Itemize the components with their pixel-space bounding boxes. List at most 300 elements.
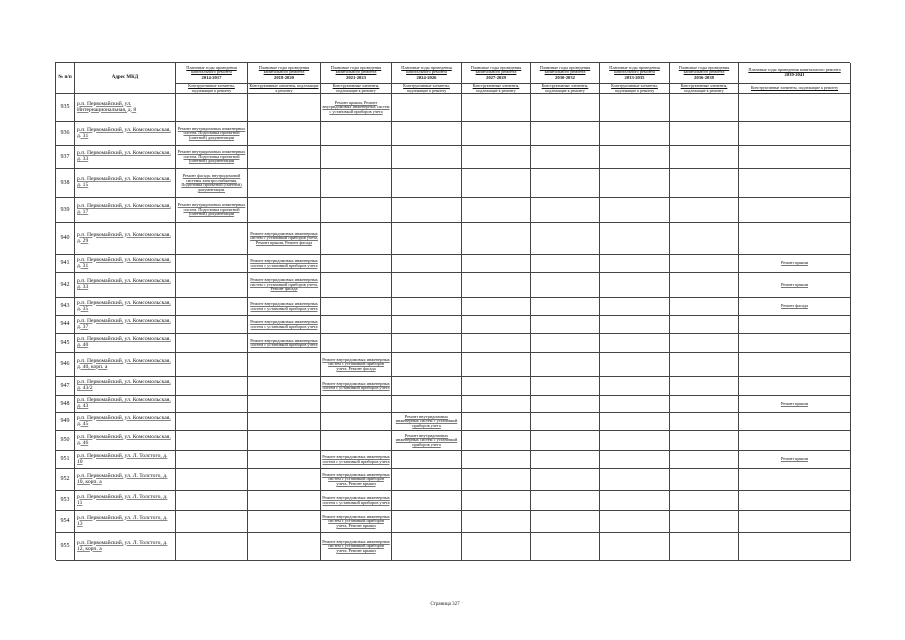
work-cell xyxy=(600,451,670,469)
work-cell xyxy=(176,533,248,561)
table-row xyxy=(56,334,851,353)
work-cell xyxy=(248,146,321,169)
work-cell xyxy=(600,273,670,298)
table-row xyxy=(56,431,851,451)
address-label: р.п. Первомайский, ул. Л. Толстого, д. 12, корп. а xyxy=(77,539,168,552)
work-description: Ремонт внутридомовых инженерных систем с установкой приборов учета xyxy=(322,495,390,505)
work-cell xyxy=(248,255,321,273)
row-number xyxy=(56,146,75,169)
row-number-label: 949 xyxy=(60,418,70,425)
work-cell xyxy=(248,413,321,431)
address-label: р.п. Первомайский, ул. Комсомольская, д. 29 xyxy=(77,231,171,244)
work-cell xyxy=(392,511,462,533)
work-cell xyxy=(739,353,851,377)
work-description: Ремонт внутридомовых инженерных систем. Подготовка проектной (сметной) документации xyxy=(177,149,246,164)
period-years: 2014-2017 xyxy=(201,74,222,80)
work-cell xyxy=(248,122,321,146)
work-cell xyxy=(462,413,531,431)
work-cell xyxy=(531,469,600,491)
column-header-period xyxy=(321,63,392,84)
work-cell xyxy=(600,469,670,491)
work-cell xyxy=(600,94,670,122)
table-row xyxy=(56,298,851,316)
work-cell xyxy=(462,396,531,413)
table-row xyxy=(56,94,851,122)
row-number xyxy=(56,511,75,533)
work-cell xyxy=(392,298,462,316)
work-cell xyxy=(600,413,670,431)
work-cell xyxy=(531,122,600,146)
work-cell xyxy=(321,146,392,169)
work-cell xyxy=(392,491,462,511)
address-label: р.п. Первомайский, ул. Комсомольская, д. 15 xyxy=(77,176,171,188)
work-cell xyxy=(739,431,851,451)
work-cell xyxy=(462,533,531,561)
work-cell xyxy=(739,396,851,413)
work-cell xyxy=(600,146,670,169)
work-description: Ремонт внутридомовых инженерных систем с установкой приборов учета xyxy=(250,258,318,268)
row-number-label: 944 xyxy=(60,321,70,328)
work-cell xyxy=(321,169,392,198)
work-cell xyxy=(392,451,462,469)
work-description: Ремонт фасада xyxy=(780,303,808,309)
work-cell xyxy=(176,316,248,334)
address-label: р.п. Первомайский, ул. Комсомольская, д. 43/2 xyxy=(77,379,171,391)
work-cell xyxy=(462,469,531,491)
work-cell xyxy=(392,198,462,223)
work-cell xyxy=(531,511,600,533)
row-number xyxy=(56,491,75,511)
work-cell xyxy=(462,377,531,396)
work-cell xyxy=(462,316,531,334)
table-row xyxy=(56,469,851,491)
address-label: р.п. Первомайский, ул. Комсомольская, д. 35 xyxy=(77,299,171,312)
work-cell xyxy=(739,122,851,146)
table-row xyxy=(56,491,851,511)
work-cell xyxy=(248,198,321,223)
row-number xyxy=(56,413,75,431)
address-label: р.п. Первомайский, ул. Комсомольская, д. 40 xyxy=(77,336,171,348)
work-description: Ремонт внутридомовых инженерных систем с установкой приборов учета xyxy=(322,380,390,390)
work-cell xyxy=(670,413,739,431)
work-cell xyxy=(739,223,851,255)
work-cell xyxy=(321,431,392,451)
work-cell xyxy=(321,298,392,316)
column-header-period xyxy=(462,63,531,84)
work-cell xyxy=(321,198,392,223)
work-cell xyxy=(321,511,392,533)
work-cell xyxy=(392,223,462,255)
work-cell xyxy=(392,396,462,413)
work-description: Ремонт крыши xyxy=(780,281,809,287)
row-number-label: 947 xyxy=(60,382,70,389)
row-number-label: 950 xyxy=(60,437,70,444)
row-number-label: 946 xyxy=(60,361,70,368)
column-header-period xyxy=(600,63,670,84)
work-cell xyxy=(321,377,392,396)
work-cell xyxy=(600,353,670,377)
work-cell xyxy=(739,469,851,491)
work-cell xyxy=(739,377,851,396)
row-number-label: 940 xyxy=(60,235,70,242)
work-cell xyxy=(321,469,392,491)
work-cell xyxy=(176,298,248,316)
address-cell xyxy=(75,273,176,298)
address-cell xyxy=(75,255,176,273)
address-cell xyxy=(75,413,176,431)
work-cell xyxy=(462,169,531,198)
work-description: Ремонт внутридомовых инженерных систем с установкой приборов учета xyxy=(250,301,318,311)
period-years: 2027-2029 xyxy=(486,74,506,80)
work-cell xyxy=(531,396,600,413)
work-description: Ремонт внутридомовых инженерных систем с установкой приборов учета, Ремонт крыши xyxy=(322,513,390,528)
work-cell xyxy=(531,533,600,561)
row-number xyxy=(56,94,75,122)
address-cell xyxy=(75,169,176,198)
address-label: р.п. Первомайский, ул. Л. Толстого, д. 11 xyxy=(77,493,168,506)
work-cell xyxy=(670,491,739,511)
work-cell xyxy=(670,273,739,298)
work-cell xyxy=(462,511,531,533)
work-cell xyxy=(670,198,739,223)
work-cell xyxy=(392,316,462,334)
period-caption: Плановые годы проведения капитального ремонта xyxy=(470,64,522,75)
work-cell xyxy=(321,334,392,353)
period-caption: Плановые годы проведения капитального ремонта xyxy=(609,64,660,75)
work-cell xyxy=(176,122,248,146)
period-caption: Плановые годы проведения капитального ремонта xyxy=(678,64,730,75)
work-cell xyxy=(392,94,462,122)
table-row xyxy=(56,377,851,396)
address-label: р.п. Первомайский, ул. Л. Толстого, д. 10, корп. а xyxy=(77,472,168,485)
row-number-label: 939 xyxy=(60,206,70,213)
work-cell xyxy=(321,122,392,146)
work-cell xyxy=(739,511,851,533)
row-number-label: 952 xyxy=(60,476,70,483)
table-row xyxy=(56,169,851,198)
work-cell xyxy=(176,511,248,533)
period-years: 2039-2041 xyxy=(784,72,805,78)
period-subcaption: Конструктивные элементы, подлежащие к ремонту xyxy=(403,84,450,93)
address-label: р.п. Первомайский, ул. Комсомольская, д. 31 xyxy=(77,256,171,269)
work-cell xyxy=(670,469,739,491)
work-cell xyxy=(462,491,531,511)
work-cell xyxy=(321,451,392,469)
work-cell xyxy=(531,316,600,334)
work-cell xyxy=(600,396,670,413)
address-cell xyxy=(75,377,176,396)
work-cell xyxy=(321,316,392,334)
work-cell xyxy=(176,491,248,511)
work-cell xyxy=(739,298,851,316)
column-header-address-label: Адрес МКД xyxy=(111,75,139,81)
address-cell xyxy=(75,396,176,413)
work-cell xyxy=(600,122,670,146)
period-subcaption: Конструктивные элементы, подлежащие к ремонту xyxy=(472,84,520,93)
work-cell xyxy=(176,451,248,469)
work-cell xyxy=(176,94,248,122)
work-cell xyxy=(392,169,462,198)
address-cell xyxy=(75,533,176,561)
work-description: Ремонт внутридомовых инженерных систем с установкой приборов учета xyxy=(322,454,390,464)
row-number xyxy=(56,255,75,273)
work-cell xyxy=(176,255,248,273)
period-years: 2033-2035 xyxy=(624,74,645,80)
work-cell xyxy=(462,298,531,316)
work-description: Ремонт внутридомовых инженерных систем с установкой приборов учета xyxy=(250,337,318,347)
work-cell xyxy=(531,298,600,316)
work-cell xyxy=(392,122,462,146)
table-row xyxy=(56,353,851,377)
row-number-label: 943 xyxy=(60,303,70,310)
row-number-label: 938 xyxy=(60,179,70,186)
table-row xyxy=(56,273,851,298)
work-cell xyxy=(670,396,739,413)
work-cell xyxy=(392,377,462,396)
row-number-label: 935 xyxy=(60,104,70,111)
work-cell xyxy=(248,273,321,298)
row-number xyxy=(56,298,75,316)
address-label: р.п. Первомайский, ул. Комсомольская, д. 46 xyxy=(77,433,171,446)
row-number-label: 937 xyxy=(60,153,70,160)
work-cell xyxy=(176,334,248,353)
work-cell xyxy=(462,431,531,451)
work-cell xyxy=(248,169,321,198)
period-subcaption: Конструктивные элементы, подлежащие к ремонту xyxy=(332,84,380,93)
work-cell xyxy=(600,198,670,223)
work-cell xyxy=(248,469,321,491)
work-cell xyxy=(462,122,531,146)
work-cell xyxy=(531,491,600,511)
work-cell xyxy=(321,353,392,377)
table-row xyxy=(56,255,851,273)
work-cell xyxy=(600,431,670,451)
work-cell xyxy=(670,316,739,334)
work-description: Ремонт внутридомовых инженерных систем с установкой приборов учета, Ремонт фасада xyxy=(249,277,319,292)
work-cell xyxy=(670,146,739,169)
work-cell xyxy=(670,334,739,353)
address-label: р.п. Первомайский, ул. Комсомольская, д. 45 xyxy=(77,414,171,427)
address-cell xyxy=(75,122,176,146)
address-cell xyxy=(75,94,176,122)
work-cell xyxy=(531,146,600,169)
work-cell xyxy=(321,223,392,255)
table-row xyxy=(56,198,851,223)
row-number xyxy=(56,169,75,198)
work-cell xyxy=(600,255,670,273)
work-description: Ремонт крыши xyxy=(780,456,809,462)
work-cell xyxy=(321,491,392,511)
column-header-number-label: № п/п xyxy=(58,75,72,81)
column-header-period xyxy=(176,63,248,84)
row-number-label: 954 xyxy=(60,518,70,525)
table-row xyxy=(56,146,851,169)
work-cell xyxy=(321,255,392,273)
work-cell xyxy=(462,353,531,377)
work-description: Ремонт фасада, внутридомовой системы электроснабжения. Подготовка проектной (сметной) документации. xyxy=(181,173,242,192)
address-cell xyxy=(75,451,176,469)
work-cell xyxy=(739,198,851,223)
address-label: р.п. Первомайский, ул. Комсомольская, д. 31 xyxy=(77,126,171,139)
period-subcaption: Конструктивные элементы, подлежащие к ремонту xyxy=(541,84,589,93)
work-cell xyxy=(600,511,670,533)
work-cell xyxy=(176,469,248,491)
work-cell xyxy=(600,377,670,396)
address-label: р.п. Первомайский, ул. Комсомольская, д. 33 xyxy=(77,150,171,162)
work-description: Ремонт внутридомовых инженерных систем. Подготовка проектной (сметной) документации xyxy=(177,202,246,217)
work-description: Ремонт крыши xyxy=(780,260,809,266)
address-cell xyxy=(75,334,176,353)
work-description: Ремонт внутридомовых инженерных систем с установкой приборов учета, Ремонт фасада xyxy=(322,356,390,371)
work-cell xyxy=(462,334,531,353)
work-cell xyxy=(248,491,321,511)
column-subheader xyxy=(462,84,531,94)
column-subheader xyxy=(600,84,670,94)
work-cell xyxy=(392,353,462,377)
work-cell xyxy=(176,396,248,413)
work-description: Ремонт внутридомовых инженерных систем с установкой приборов учета, Ремонт крыши, Ремонт фасада xyxy=(249,230,319,245)
period-caption: Плановые годы проведения капитального ремонта xyxy=(186,64,237,75)
column-subheader xyxy=(248,84,321,94)
work-description: Ремонт внутридомовых инженерных систем с установкой приборов учета, Ремонт крыши xyxy=(322,471,390,486)
address-label: р.п. Первомайский, ул. Комсомольская, д. 33 xyxy=(77,278,171,290)
period-years: 2036-2038 xyxy=(694,74,714,80)
work-cell xyxy=(248,431,321,451)
column-header-period xyxy=(248,63,321,84)
work-cell xyxy=(321,413,392,431)
work-cell xyxy=(531,169,600,198)
period-subcaption: Конструктивные элементы, подлежащие к ремонту xyxy=(750,85,839,91)
row-number xyxy=(56,198,75,223)
period-years: 2024-2026 xyxy=(416,74,437,80)
work-cell xyxy=(670,377,739,396)
column-subheader xyxy=(670,84,739,94)
work-description: Ремонт внутридомовых инженерных систем с установкой приборов учета, Ремонт крыши xyxy=(322,538,390,553)
work-cell xyxy=(670,298,739,316)
work-cell xyxy=(176,169,248,198)
table-row xyxy=(56,396,851,413)
address-label: р.п. Первомайский, ул. Комсомольская, д. 37 xyxy=(77,317,171,330)
column-header-number xyxy=(56,63,75,94)
work-cell xyxy=(670,169,739,198)
work-cell xyxy=(248,353,321,377)
period-years: 2018-2020 xyxy=(274,74,294,80)
work-cell xyxy=(392,431,462,451)
work-cell xyxy=(531,223,600,255)
row-number xyxy=(56,273,75,298)
work-cell xyxy=(321,94,392,122)
work-cell xyxy=(462,146,531,169)
work-cell xyxy=(670,431,739,451)
column-header-period xyxy=(531,63,600,84)
row-number xyxy=(56,451,75,469)
work-cell xyxy=(531,353,600,377)
address-cell xyxy=(75,223,176,255)
address-label: р.п. Первомайский, ул. Комсомольская, д. 40, корп. а xyxy=(77,357,171,370)
work-cell xyxy=(739,533,851,561)
period-caption: Плановые годы проведения капитального ремонта xyxy=(330,64,382,75)
work-description: Ремонт внутридомовых инженерных систем. Подготовка проектной (сметной) документации xyxy=(177,125,246,140)
work-cell xyxy=(600,169,670,198)
row-number xyxy=(56,122,75,146)
address-cell xyxy=(75,198,176,223)
work-cell xyxy=(462,94,531,122)
row-number xyxy=(56,533,75,561)
row-number xyxy=(56,431,75,451)
work-cell xyxy=(462,198,531,223)
work-cell xyxy=(176,413,248,431)
repair-schedule-table xyxy=(55,62,850,560)
work-cell xyxy=(531,377,600,396)
work-cell xyxy=(248,451,321,469)
work-cell xyxy=(392,533,462,561)
work-cell xyxy=(321,273,392,298)
period-subcaption: Конструктивные элементы, подлежащие к ремонту xyxy=(188,84,235,93)
work-cell xyxy=(600,316,670,334)
work-cell xyxy=(462,255,531,273)
work-description: Ремонт внутридомовых инженерных систем с установкой приборов учета xyxy=(250,319,318,329)
address-cell xyxy=(75,353,176,377)
work-cell xyxy=(531,334,600,353)
period-subcaption: Конструктивные элементы, подлежащие к ремонту xyxy=(680,84,728,93)
work-cell xyxy=(739,273,851,298)
period-years: 2021-2023 xyxy=(346,74,366,80)
period-subcaption: Конструктивные элементы, подлежащие к ремонту xyxy=(249,84,319,93)
column-header-period xyxy=(739,63,851,84)
work-cell xyxy=(670,353,739,377)
address-cell xyxy=(75,298,176,316)
work-cell xyxy=(176,273,248,298)
column-header-period xyxy=(392,63,462,84)
work-cell xyxy=(670,122,739,146)
work-cell xyxy=(248,396,321,413)
work-cell xyxy=(462,273,531,298)
row-number xyxy=(56,353,75,377)
work-cell xyxy=(248,298,321,316)
work-cell xyxy=(248,94,321,122)
address-cell xyxy=(75,146,176,169)
column-header-address xyxy=(75,63,176,94)
work-cell xyxy=(600,334,670,353)
work-cell xyxy=(248,377,321,396)
work-description: Ремонт внутридомовых инженерных систем с установкой приборов учета xyxy=(395,432,458,447)
work-description: Ремонт внутридомовых инженерных систем с установкой приборов учета xyxy=(395,413,458,428)
work-cell xyxy=(670,255,739,273)
work-cell xyxy=(531,94,600,122)
work-cell xyxy=(600,223,670,255)
row-number-label: 945 xyxy=(60,339,70,346)
row-number-label: 942 xyxy=(60,281,70,288)
work-cell xyxy=(670,533,739,561)
work-cell xyxy=(176,353,248,377)
work-cell xyxy=(248,316,321,334)
work-cell xyxy=(739,169,851,198)
work-cell xyxy=(392,469,462,491)
work-cell xyxy=(600,298,670,316)
table-row xyxy=(56,223,851,255)
work-cell xyxy=(739,255,851,273)
row-number xyxy=(56,223,75,255)
work-cell xyxy=(531,451,600,469)
row-number xyxy=(56,316,75,334)
work-cell xyxy=(176,146,248,169)
work-description: Ремонт крыши xyxy=(780,400,809,406)
column-subheader xyxy=(392,84,462,94)
table-row xyxy=(56,451,851,469)
work-cell xyxy=(248,533,321,561)
column-header-period xyxy=(670,63,739,84)
work-cell xyxy=(321,396,392,413)
